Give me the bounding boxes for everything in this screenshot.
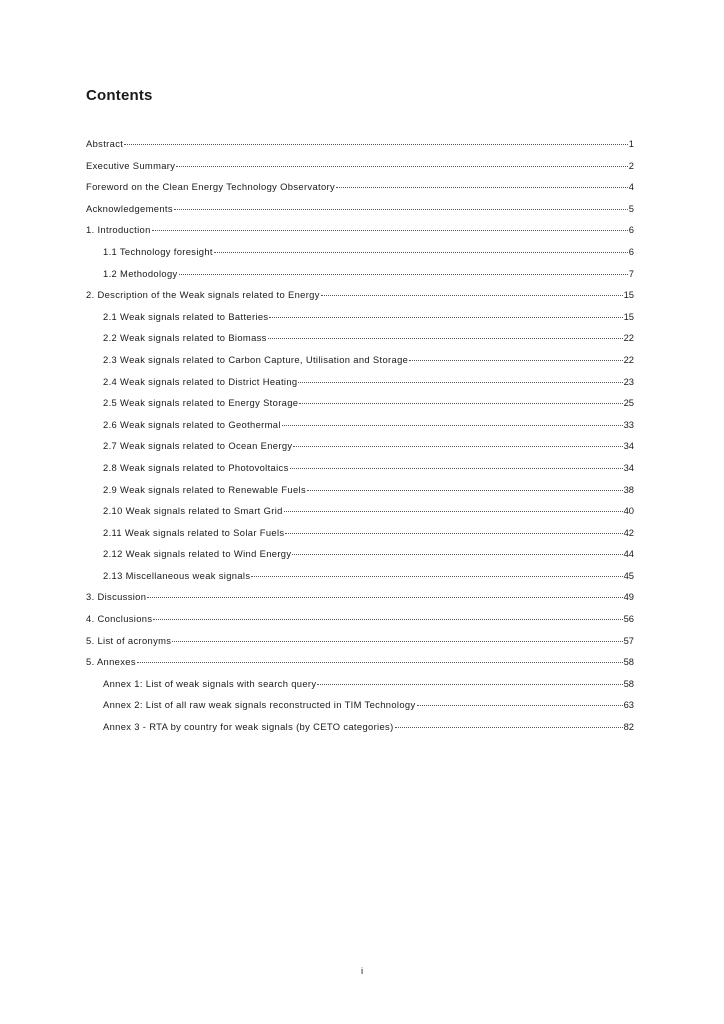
toc-entry[interactable] xyxy=(86,221,634,243)
toc-entry-page: 23 xyxy=(623,375,634,387)
toc-entry-page: 5 xyxy=(628,202,634,214)
toc-entry-label: 2.12 Weak signals related to Wind Energy xyxy=(103,548,292,560)
toc-dot-leader xyxy=(293,446,622,447)
toc-entry-page: 57 xyxy=(623,634,634,646)
toc-entry[interactable] xyxy=(86,286,634,308)
toc-entry-page: 40 xyxy=(623,505,634,517)
toc-dot-leader xyxy=(417,705,623,706)
toc-entry[interactable] xyxy=(86,329,634,351)
toc-entry[interactable] xyxy=(86,265,634,287)
toc-entry-label: 2.10 Weak signals related to Smart Grid xyxy=(103,505,283,517)
toc-entry-label: 2.13 Miscellaneous weak signals xyxy=(103,569,251,581)
toc-entry[interactable] xyxy=(86,632,634,654)
toc-dot-leader xyxy=(124,144,628,145)
toc-dot-leader xyxy=(251,576,622,577)
toc-entry[interactable] xyxy=(86,373,634,395)
toc-dot-leader xyxy=(290,468,623,469)
toc-entry-label: 2.11 Weak signals related to Solar Fuels xyxy=(103,526,285,538)
toc-entry-label: Annex 2: List of all raw weak signals reconstructed in TIM Technology xyxy=(103,699,416,711)
toc-dot-leader xyxy=(152,230,628,231)
toc-entry[interactable] xyxy=(86,481,634,503)
toc-title: Contents xyxy=(86,87,153,104)
toc-entry[interactable] xyxy=(86,351,634,373)
toc-entry-label: Annex 3 - RTA by country for weak signals (by CETO categories) xyxy=(103,721,394,733)
toc-entry-page: 58 xyxy=(623,656,634,668)
toc-entry-page: 49 xyxy=(623,591,634,603)
toc-entry[interactable] xyxy=(86,157,634,179)
toc-entry[interactable] xyxy=(86,524,634,546)
toc-dot-leader xyxy=(268,338,623,339)
toc-entry-label: 1. Introduction xyxy=(86,224,151,236)
toc-dot-leader xyxy=(284,511,623,512)
toc-dot-leader xyxy=(153,619,622,620)
toc-entry-page: 4 xyxy=(628,181,634,193)
toc-dot-leader xyxy=(174,209,628,210)
toc-dot-leader xyxy=(409,360,622,361)
toc-entry[interactable] xyxy=(86,459,634,481)
toc-entry-page: 15 xyxy=(623,289,634,301)
toc-entry[interactable] xyxy=(86,437,634,459)
toc-entry-page: 56 xyxy=(623,613,634,625)
toc-entry-label: 4. Conclusions xyxy=(86,613,153,625)
toc-entry-label: 5. List of acronyms xyxy=(86,634,172,646)
toc-entry-label: 2.3 Weak signals related to Carbon Capture, Utilisation and Storage xyxy=(103,353,409,365)
toc-dot-leader xyxy=(307,490,623,491)
toc-entry-page: 22 xyxy=(623,353,634,365)
toc-dot-leader xyxy=(292,554,622,555)
toc-dot-leader xyxy=(214,252,628,253)
toc-entry-label: 2.7 Weak signals related to Ocean Energy xyxy=(103,440,293,452)
page-number: i xyxy=(360,966,364,977)
toc-entry[interactable] xyxy=(86,135,634,157)
toc-dot-leader xyxy=(336,187,628,188)
toc-entry[interactable] xyxy=(86,653,634,675)
toc-entry-page: 34 xyxy=(623,461,634,473)
toc-dot-leader xyxy=(176,166,627,167)
toc-entry-label: 2.2 Weak signals related to Biomass xyxy=(103,332,267,344)
toc-dot-leader xyxy=(395,727,623,728)
toc-entry-label: 2.6 Weak signals related to Geothermal xyxy=(103,418,281,430)
toc-entry[interactable] xyxy=(86,567,634,589)
toc-entry[interactable] xyxy=(86,696,634,718)
toc-entry-label: 2.1 Weak signals related to Batteries xyxy=(103,310,269,322)
toc-list xyxy=(86,135,634,740)
toc-dot-leader xyxy=(179,274,628,275)
toc-dot-leader xyxy=(147,597,622,598)
toc-dot-leader xyxy=(321,295,623,296)
toc-entry-label: 2.5 Weak signals related to Energy Storage xyxy=(103,397,299,409)
toc-dot-leader xyxy=(299,403,622,404)
toc-dot-leader xyxy=(137,662,623,663)
toc-entry-label: Foreword on the Clean Energy Technology Observatory xyxy=(86,181,336,193)
toc-entry-page: 6 xyxy=(628,245,634,257)
toc-entry-page: 63 xyxy=(623,699,634,711)
toc-entry[interactable] xyxy=(86,394,634,416)
toc-dot-leader xyxy=(269,317,622,318)
toc-entry[interactable] xyxy=(86,588,634,610)
toc-entry-page: 44 xyxy=(623,548,634,560)
toc-entry[interactable] xyxy=(86,502,634,524)
toc-dot-leader xyxy=(298,382,622,383)
toc-entry[interactable] xyxy=(86,675,634,697)
toc-entry-label: Abstract xyxy=(86,138,124,149)
toc-entry-page: 82 xyxy=(623,721,634,733)
toc-entry-page: 33 xyxy=(623,418,634,430)
toc-entry-label: 2.4 Weak signals related to District Heating xyxy=(103,375,298,387)
toc-entry[interactable] xyxy=(86,416,634,438)
toc-entry-page: 58 xyxy=(623,677,634,689)
toc-entry-page: 1 xyxy=(628,138,634,149)
toc-entry-page: 42 xyxy=(623,526,634,538)
toc-entry-label: 3. Discussion xyxy=(86,591,147,603)
toc-entry-page: 6 xyxy=(628,224,634,236)
toc-entry-label: 2. Description of the Weak signals related to Energy xyxy=(86,289,320,301)
toc-entry-page: 7 xyxy=(628,267,634,279)
toc-dot-leader xyxy=(285,533,622,534)
toc-entry-page: 45 xyxy=(623,569,634,581)
toc-entry-page: 25 xyxy=(623,397,634,409)
toc-dot-leader xyxy=(282,425,623,426)
toc-entry-page: 34 xyxy=(623,440,634,452)
toc-entry-page: 22 xyxy=(623,332,634,344)
toc-entry-page: 38 xyxy=(623,483,634,495)
toc-entry-label: 2.9 Weak signals related to Renewable Fuels xyxy=(103,483,307,495)
toc-entry-label: 1.1 Technology foresight xyxy=(103,245,213,257)
toc-entry[interactable] xyxy=(86,200,634,222)
toc-entry[interactable] xyxy=(86,718,634,740)
toc-entry-label: 5. Annexes xyxy=(86,656,136,668)
toc-dot-leader xyxy=(317,684,622,685)
toc-dot-leader xyxy=(172,641,622,642)
toc-entry[interactable] xyxy=(86,610,634,632)
toc-entry-label: Annex 1: List of weak signals with search query xyxy=(103,677,317,689)
toc-entry[interactable] xyxy=(86,243,634,265)
toc-entry-label: Acknowledgements xyxy=(86,202,173,214)
toc-entry[interactable] xyxy=(86,545,634,567)
toc-entry-label: 1.2 Methodology xyxy=(103,267,178,279)
toc-entry-page: 2 xyxy=(628,159,634,171)
toc-entry-page: 15 xyxy=(623,310,634,322)
toc-entry[interactable] xyxy=(86,308,634,330)
toc-entry-label: Executive Summary xyxy=(86,159,176,171)
toc-entry-label: 2.8 Weak signals related to Photovoltaics xyxy=(103,461,289,473)
toc-entry[interactable] xyxy=(86,178,634,200)
